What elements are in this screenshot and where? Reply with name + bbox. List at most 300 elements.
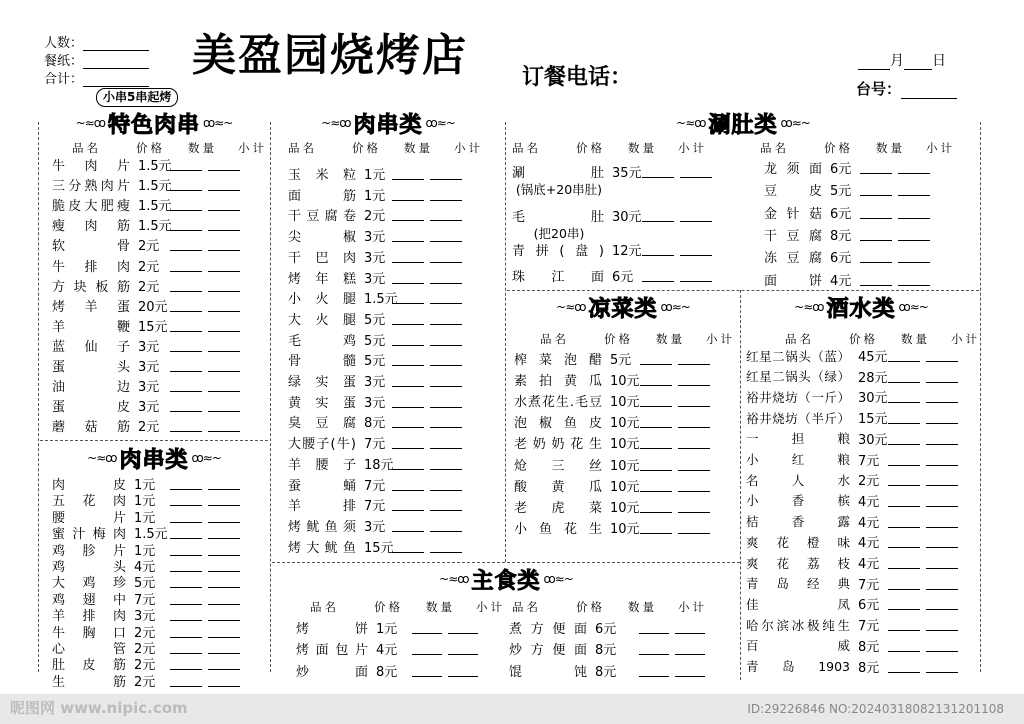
qty-blank[interactable] <box>888 390 920 403</box>
subtotal-blank[interactable] <box>430 250 462 263</box>
menu-item <box>509 639 711 658</box>
month-label: 月 <box>890 53 904 69</box>
qty-blank[interactable] <box>888 432 920 445</box>
section-title-text: 主食类 <box>471 568 541 594</box>
item-name: 面饼 <box>764 273 822 289</box>
qty-blank[interactable] <box>170 379 202 392</box>
item-name: 桔香露 <box>746 514 850 530</box>
subtotal-blank[interactable] <box>208 674 240 687</box>
item-name: 珠江面 <box>512 270 604 285</box>
qty-blank[interactable] <box>888 660 920 673</box>
menu-item <box>746 657 964 676</box>
qty-blank[interactable] <box>392 457 424 470</box>
subtotal-blank[interactable] <box>208 319 240 332</box>
subtotal-blank[interactable] <box>680 269 712 282</box>
qty-blank[interactable] <box>888 411 920 424</box>
qty-blank[interactable] <box>888 370 920 383</box>
subtotal-blank[interactable] <box>678 415 710 428</box>
qty-blank[interactable] <box>170 158 202 171</box>
subtotal-blank[interactable] <box>926 432 958 445</box>
subtotal-blank[interactable] <box>926 515 958 528</box>
subtotal-blank[interactable] <box>430 188 462 201</box>
item-price: 6元 <box>595 622 617 637</box>
item-price: 1.5元 <box>134 527 168 543</box>
subtotal-blank[interactable] <box>430 353 462 366</box>
subtotal-blank[interactable] <box>208 641 240 654</box>
item-name: 爽花橙味 <box>746 534 850 550</box>
subtotal-blank[interactable] <box>680 165 712 178</box>
subtotal-blank[interactable] <box>926 473 958 486</box>
subtotal-blank[interactable] <box>208 526 240 539</box>
menu-item <box>514 349 716 368</box>
qty-blank[interactable] <box>888 453 920 466</box>
item-price: 3元 <box>364 395 386 411</box>
subtotal-blank[interactable] <box>430 395 462 408</box>
qty-blank[interactable] <box>392 498 424 511</box>
menu-item <box>509 618 711 637</box>
subtotal-blank[interactable] <box>208 510 240 523</box>
item-price: 5元 <box>364 312 386 328</box>
qty-blank[interactable] <box>392 250 424 263</box>
menu-item <box>296 639 484 658</box>
item-name: 炒方便面 <box>509 643 587 659</box>
qty-blank[interactable] <box>640 521 672 534</box>
item-price: 4元 <box>858 536 880 552</box>
subtotal-blank[interactable] <box>678 373 710 386</box>
item-price: 4元 <box>134 560 156 575</box>
subtotal-blank[interactable] <box>926 349 958 362</box>
paper-blank[interactable] <box>83 54 149 69</box>
subtotal-blank[interactable] <box>675 621 705 634</box>
subtotal-blank[interactable] <box>898 206 930 219</box>
qty-blank[interactable] <box>639 642 669 655</box>
qty-blank[interactable] <box>170 592 202 605</box>
subtotal-blank[interactable] <box>430 229 462 242</box>
item-price: 3元 <box>138 360 160 375</box>
qty-blank[interactable] <box>640 394 672 407</box>
item-price: 8元 <box>830 228 852 244</box>
qty-blank[interactable] <box>888 515 920 528</box>
item-price: 10元 <box>610 521 640 537</box>
qty-blank[interactable] <box>170 641 202 654</box>
subtotal-blank[interactable] <box>430 291 462 304</box>
qty-blank[interactable] <box>170 178 202 191</box>
day-blank[interactable] <box>904 55 932 70</box>
subtotal-blank[interactable] <box>208 198 240 211</box>
qty-blank[interactable] <box>170 299 202 312</box>
subtotal-blank[interactable] <box>898 161 930 174</box>
footer-bar <box>0 694 1024 724</box>
item-name: 青拼(盘) <box>512 244 604 259</box>
qty-blank[interactable] <box>888 618 920 631</box>
subtotal-blank[interactable] <box>208 592 240 605</box>
qty-blank[interactable] <box>170 559 202 572</box>
item-price: 15元 <box>138 319 168 335</box>
item-name: 毛肚 <box>512 210 604 225</box>
menu-item <box>52 195 246 214</box>
qty-blank[interactable] <box>860 183 892 196</box>
qty-blank[interactable] <box>640 458 672 471</box>
qty-blank[interactable] <box>639 664 669 677</box>
item-price: 10元 <box>610 458 640 474</box>
subtotal-blank[interactable] <box>208 419 240 432</box>
qty-blank[interactable] <box>642 165 674 178</box>
subtotal-blank[interactable] <box>898 183 930 196</box>
qty-blank[interactable] <box>170 625 202 638</box>
menu-item <box>288 330 468 349</box>
qty-blank[interactable] <box>170 238 202 251</box>
qty-blank[interactable] <box>888 639 920 652</box>
subtotal-blank[interactable] <box>430 498 462 511</box>
qty-blank[interactable] <box>392 395 424 408</box>
subtotal-blank[interactable] <box>675 642 705 655</box>
divider <box>507 290 979 291</box>
qty-blank[interactable] <box>170 493 202 506</box>
subtotal-blank[interactable] <box>898 228 930 241</box>
subtotal-blank[interactable] <box>678 394 710 407</box>
item-price: 10元 <box>610 479 640 495</box>
item-name: 烤饼 <box>296 622 368 637</box>
subtotal-blank[interactable] <box>430 208 462 221</box>
qty-blank[interactable] <box>392 353 424 366</box>
qty-blank[interactable] <box>640 500 672 513</box>
subtotal-blank[interactable] <box>208 178 240 191</box>
qty-blank[interactable] <box>639 621 669 634</box>
item-name: 烤年糕 <box>288 271 356 287</box>
subtotal-blank[interactable] <box>208 608 240 621</box>
qty-blank[interactable] <box>170 399 202 412</box>
item-name: 红星二锅头（蓝） <box>746 348 850 364</box>
item-price: 3元 <box>364 519 386 535</box>
qty-blank[interactable] <box>170 279 202 292</box>
item-price: 1元 <box>376 622 398 637</box>
subtotal-blank[interactable] <box>926 639 958 652</box>
item-price: 5元 <box>830 184 852 200</box>
subtotal-blank[interactable] <box>430 540 462 553</box>
item-price: 1.5元 <box>138 179 172 195</box>
qty-blank[interactable] <box>170 526 202 539</box>
subtotal-blank[interactable] <box>430 478 462 491</box>
qty-blank[interactable] <box>888 473 920 486</box>
qty-blank[interactable] <box>640 479 672 492</box>
qty-blank[interactable] <box>640 352 672 365</box>
qty-blank[interactable] <box>642 269 674 282</box>
item-name: 泡椒鱼皮 <box>514 416 602 432</box>
item-name: 羊腰子 <box>288 457 356 473</box>
item-price: 15元 <box>858 412 888 428</box>
subtotal-blank[interactable] <box>926 453 958 466</box>
item-name: 烤大鱿鱼 <box>288 540 356 556</box>
item-name: 干豆腐卷 <box>288 209 356 225</box>
subtotal-blank[interactable] <box>926 577 958 590</box>
item-price: 8元 <box>858 660 880 676</box>
qty-blank[interactable] <box>170 339 202 352</box>
qty-blank[interactable] <box>888 597 920 610</box>
subtotal-blank[interactable] <box>448 642 478 655</box>
item-name: 肚皮筋 <box>52 658 126 674</box>
section-title-drinks <box>742 294 980 320</box>
menu-item <box>52 671 246 690</box>
subtotal-blank[interactable] <box>430 312 462 325</box>
qty-blank[interactable] <box>640 415 672 428</box>
qty-blank[interactable] <box>170 477 202 490</box>
image-id: ID:29226846 NO:20240318082131201108 <box>747 702 1004 716</box>
subtotal-blank[interactable] <box>926 556 958 569</box>
qty-blank[interactable] <box>392 229 424 242</box>
ornament-left-icon: ~≈ꝏ <box>556 300 586 314</box>
divider <box>740 290 741 680</box>
column-header-label: 价格 <box>576 600 605 614</box>
item-name: 老虎菜 <box>514 500 602 516</box>
divider <box>270 122 271 672</box>
qty-blank[interactable] <box>170 575 202 588</box>
item-name: 方块板筋 <box>52 279 130 295</box>
qty-blank[interactable] <box>170 419 202 432</box>
menu-item <box>52 256 246 275</box>
item-name: 炝三丝 <box>514 458 602 474</box>
item-price: 2元 <box>364 209 386 225</box>
subtotal-blank[interactable] <box>208 158 240 171</box>
menu-item <box>746 429 964 448</box>
subtotal-blank[interactable] <box>678 500 710 513</box>
total-blank[interactable] <box>83 72 149 87</box>
item-name: 烤面包片 <box>296 643 368 659</box>
item-name: 小红粮 <box>746 452 850 467</box>
menu-item <box>52 416 246 435</box>
subtotal-blank[interactable] <box>430 457 462 470</box>
subtotal-blank[interactable] <box>430 333 462 346</box>
item-price: 5元 <box>610 353 632 368</box>
item-price: 20元 <box>138 299 168 315</box>
subtotal-blank[interactable] <box>926 618 958 631</box>
item-price: 10元 <box>610 416 640 432</box>
item-name: 蛋头 <box>52 360 130 375</box>
subtotal-blank[interactable] <box>208 299 240 312</box>
subtotal-blank[interactable] <box>208 238 240 251</box>
qty-blank[interactable] <box>170 608 202 621</box>
subtotal-blank[interactable] <box>680 209 712 222</box>
menu-item <box>288 433 468 452</box>
subtotal-blank[interactable] <box>208 218 240 231</box>
menu-item <box>52 175 246 194</box>
qty-blank[interactable] <box>888 556 920 569</box>
ornament-left-icon: ~≈ꝏ <box>321 116 351 130</box>
item-name: 金针菇 <box>764 206 822 222</box>
subtotal-blank[interactable] <box>208 543 240 556</box>
subtotal-blank[interactable] <box>926 390 958 403</box>
menu-item <box>746 532 964 551</box>
item-price: 15元 <box>364 540 394 556</box>
divider <box>38 122 39 672</box>
subtotal-blank[interactable] <box>926 494 958 507</box>
qty-blank[interactable] <box>392 208 424 221</box>
subtotal-blank[interactable] <box>430 271 462 284</box>
item-price: 7元 <box>858 453 880 469</box>
qty-blank[interactable] <box>642 243 674 256</box>
subtotal-blank[interactable] <box>208 279 240 292</box>
menu-item <box>288 412 468 431</box>
qty-blank[interactable] <box>860 250 892 263</box>
menu-item <box>746 594 964 613</box>
qty-blank[interactable] <box>392 415 424 428</box>
item-name: 鸡翅中 <box>52 592 126 608</box>
menu-item <box>764 247 936 266</box>
qty-blank[interactable] <box>640 373 672 386</box>
qty-blank[interactable] <box>170 510 202 523</box>
item-price: 5元 <box>364 354 386 370</box>
qty-blank[interactable] <box>412 621 442 634</box>
menu-item <box>288 164 468 183</box>
qty-blank[interactable] <box>170 198 202 211</box>
item-name: 冻豆腐 <box>764 251 822 267</box>
subtotal-blank[interactable] <box>208 379 240 392</box>
subtotal-blank[interactable] <box>208 339 240 352</box>
item-price: 5元 <box>134 576 156 592</box>
subtotal-blank[interactable] <box>208 477 240 490</box>
menu-item <box>514 497 716 516</box>
subtotal-blank[interactable] <box>208 575 240 588</box>
qty-blank[interactable] <box>642 209 674 222</box>
qty-blank[interactable] <box>392 333 424 346</box>
qty-blank[interactable] <box>170 319 202 332</box>
subtotal-blank[interactable] <box>926 370 958 383</box>
qty-blank[interactable] <box>412 664 442 677</box>
table-blank[interactable] <box>901 84 957 99</box>
qty-blank[interactable] <box>170 657 202 670</box>
menu-item <box>288 309 468 328</box>
divider <box>980 122 981 672</box>
subtotal-blank[interactable] <box>208 559 240 572</box>
item-name: 红星二锅头（绿） <box>746 369 850 385</box>
qty-blank[interactable] <box>860 161 892 174</box>
subtotal-blank[interactable] <box>430 519 462 532</box>
item-price: 1.5元 <box>138 219 172 235</box>
item-name: 大鸡珍 <box>52 576 126 592</box>
item-price: 3元 <box>138 400 160 416</box>
qty-blank[interactable] <box>170 218 202 231</box>
subtotal-blank[interactable] <box>208 259 240 272</box>
qty-blank[interactable] <box>392 188 424 201</box>
item-name: 榨菜泡醋 <box>514 353 602 368</box>
qty-blank[interactable] <box>392 271 424 284</box>
menu-item <box>288 247 468 266</box>
subtotal-blank[interactable] <box>898 273 930 286</box>
item-price: 2元 <box>138 239 160 255</box>
qty-blank[interactable] <box>888 535 920 548</box>
qty-blank[interactable] <box>170 543 202 556</box>
qty-blank[interactable] <box>392 374 424 387</box>
item-name: 心管 <box>52 642 126 657</box>
section-title-staple <box>272 566 740 592</box>
qty-blank[interactable] <box>860 228 892 241</box>
subtotal-blank[interactable] <box>926 660 958 673</box>
column-header-label: 数量 <box>628 600 657 614</box>
subtotal-blank[interactable] <box>208 359 240 372</box>
subtotal-blank[interactable] <box>678 521 710 534</box>
menu-item <box>509 661 711 680</box>
subtotal-blank[interactable] <box>430 374 462 387</box>
section-title-text: 酒水类 <box>826 296 896 322</box>
day-label: 日 <box>932 53 946 69</box>
column-header-label: 数量 <box>426 600 455 614</box>
subtotal-blank[interactable] <box>926 535 958 548</box>
qty-blank[interactable] <box>888 577 920 590</box>
subtotal-blank[interactable] <box>430 415 462 428</box>
subtotal-blank[interactable] <box>678 458 710 471</box>
item-note: (锅底+20串肚) <box>515 182 603 197</box>
subtotal-blank[interactable] <box>430 436 462 449</box>
month-blank[interactable] <box>858 55 890 70</box>
qty-blank[interactable] <box>170 259 202 272</box>
subtotal-blank[interactable] <box>680 243 712 256</box>
column-header <box>540 331 746 347</box>
subtotal-blank[interactable] <box>448 664 478 677</box>
qty-blank[interactable] <box>888 349 920 362</box>
total-label: 合计： <box>44 72 84 87</box>
subtotal-blank[interactable] <box>678 352 710 365</box>
column-header-label: 品名 <box>512 141 541 155</box>
column-header <box>760 140 966 156</box>
column-header-label: 小计 <box>678 600 707 614</box>
column-header-label: 小计 <box>454 141 483 155</box>
item-price: 30元 <box>858 432 888 448</box>
menu-item <box>764 158 936 177</box>
menu-item <box>746 512 964 531</box>
qty-blank[interactable] <box>392 167 424 180</box>
subtotal-blank[interactable] <box>448 621 478 634</box>
subtotal-blank[interactable] <box>208 493 240 506</box>
menu-item <box>52 235 246 254</box>
qty-blank[interactable] <box>392 540 424 553</box>
qty-blank[interactable] <box>640 436 672 449</box>
qty-blank[interactable] <box>392 436 424 449</box>
subtotal-blank[interactable] <box>678 436 710 449</box>
qty-blank[interactable] <box>170 674 202 687</box>
subtotal-blank[interactable] <box>678 479 710 492</box>
item-price: 18元 <box>364 457 394 473</box>
menu-item <box>288 495 468 514</box>
subtotal-blank[interactable] <box>208 657 240 670</box>
qty-blank[interactable] <box>392 291 424 304</box>
column-header-label: 数量 <box>656 332 685 346</box>
item-price: 1.5元 <box>138 199 172 215</box>
qty-blank[interactable] <box>392 478 424 491</box>
subtotal-blank[interactable] <box>926 411 958 424</box>
subtotal-blank[interactable] <box>430 167 462 180</box>
qty-blank[interactable] <box>392 519 424 532</box>
item-name: 烤鱿鱼须 <box>288 519 356 535</box>
menu-item <box>288 185 468 204</box>
item-name: 青岛经典 <box>746 576 850 592</box>
item-name: 瘦肉筋 <box>52 219 130 235</box>
qty-blank[interactable] <box>888 494 920 507</box>
people-blank[interactable] <box>83 36 149 51</box>
qty-blank[interactable] <box>860 273 892 286</box>
qty-blank[interactable] <box>412 642 442 655</box>
subtotal-blank[interactable] <box>208 625 240 638</box>
menu-item <box>288 371 468 390</box>
subtotal-blank[interactable] <box>208 399 240 412</box>
section-title-text: 肉串类 <box>353 112 423 138</box>
qty-blank[interactable] <box>170 359 202 372</box>
qty-blank[interactable] <box>860 206 892 219</box>
menu-item <box>746 408 964 427</box>
subtotal-blank[interactable] <box>898 250 930 263</box>
qty-blank[interactable] <box>392 312 424 325</box>
subtotal-blank[interactable] <box>926 597 958 610</box>
item-price: 7元 <box>858 619 880 635</box>
subtotal-blank[interactable] <box>675 664 705 677</box>
